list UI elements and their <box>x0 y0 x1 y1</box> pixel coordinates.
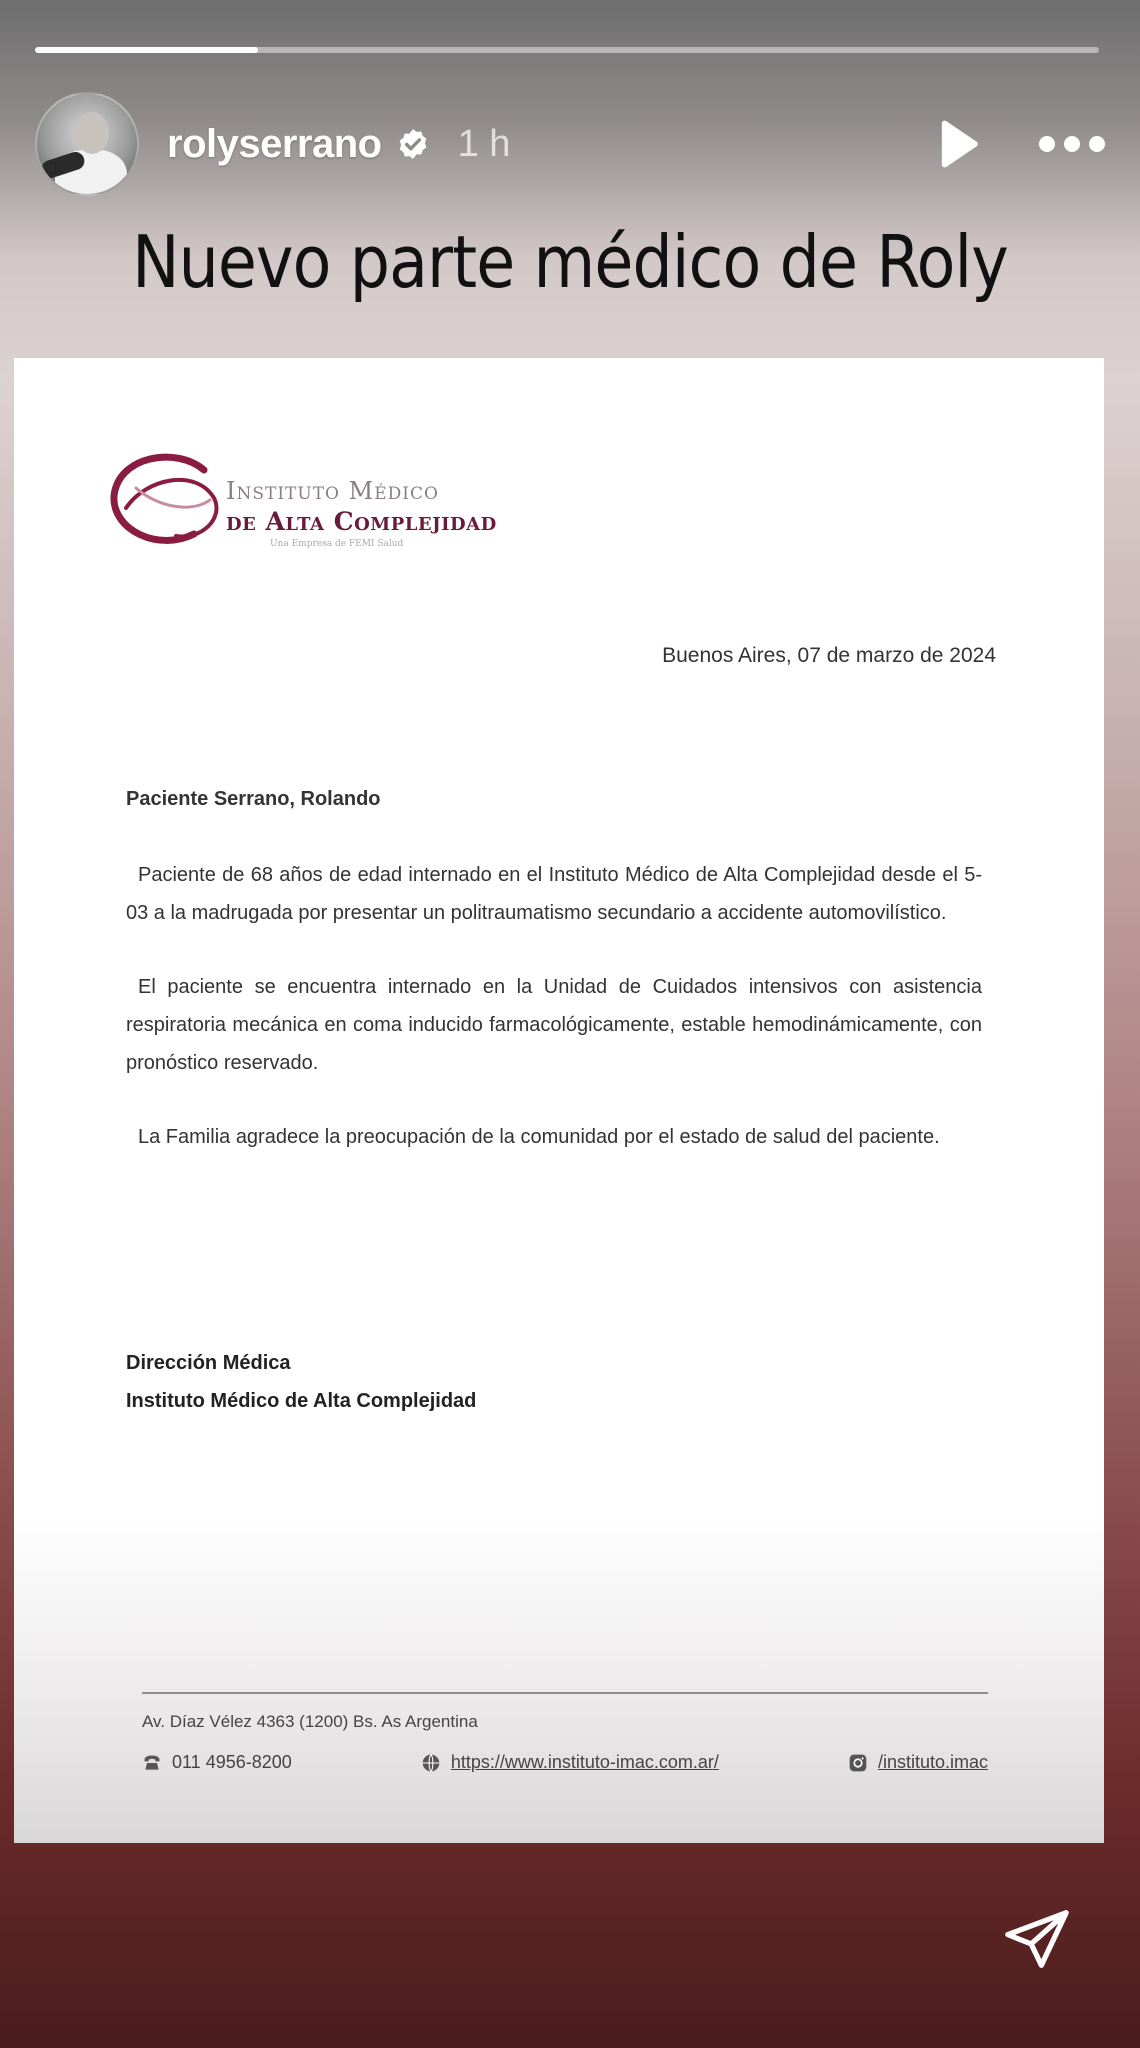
logo-line-2: de Alta Complejidad <box>226 507 497 536</box>
globe-icon <box>421 1753 441 1773</box>
story-progress-fill <box>35 47 258 53</box>
more-options-dot <box>1089 136 1105 152</box>
signature-line-2: Instituto Médico de Alta Complejidad <box>126 1390 477 1412</box>
story-progress-bar <box>35 47 1099 53</box>
logo-line-3: Una Empresa de FEMI Salud <box>270 539 404 550</box>
footer-phone-text: 011 4956-8200 <box>172 1752 292 1772</box>
signature-block <box>126 1344 476 1420</box>
signature-line-1: Dirección Médica <box>126 1352 291 1374</box>
logo-line-1: Instituto Médico <box>226 477 439 505</box>
footer-phone <box>142 1752 292 1773</box>
footer-instagram <box>848 1752 988 1773</box>
document-body <box>126 780 982 1192</box>
footer-divider <box>142 1692 988 1694</box>
more-options-button[interactable] <box>1039 132 1105 156</box>
footer-website <box>421 1752 719 1773</box>
instagram-icon <box>848 1753 868 1773</box>
document-date: Buenos Aires, 07 de marzo de 2024 <box>662 644 996 667</box>
medical-report-document <box>14 358 1104 1843</box>
time-ago: 1 h <box>457 122 511 165</box>
footer-address: Av. Díaz Vélez 4363 (1200) Bs. As Argentina <box>142 1712 478 1731</box>
send-icon[interactable] <box>1000 1904 1074 1974</box>
username[interactable]: rolyserrano <box>167 121 382 166</box>
verified-badge-icon <box>396 127 430 161</box>
play-icon[interactable] <box>931 118 983 170</box>
instagram-link[interactable]: /instituto.imac <box>877 1752 988 1772</box>
avatar[interactable] <box>35 92 139 196</box>
patient-name: Paciente Serrano, Rolando <box>126 788 381 810</box>
story-header <box>35 90 1105 198</box>
hospital-logo-text <box>226 476 497 551</box>
more-options-dot <box>1064 136 1080 152</box>
paragraph-2: El paciente se encuentra internado en la Unidad de Cuidados intensivos con asistencia respiratoria mecánica en coma inducido farmacológicamente, estable hemodinámicamente, con pronóstico reservado. <box>126 976 982 1074</box>
website-link[interactable]: https://www.instituto-imac.com.ar/ <box>450 1752 719 1772</box>
paragraph-1: Paciente de 68 años de edad internado en el Instituto Médico de Alta Complejidad desde el 5-03 a la madrugada por presentar un politraumatismo secundario a accidente automovilístico. <box>126 864 982 924</box>
paragraph-3: La Familia agradece la preocupación de la comunidad por el estado de salud del paciente. <box>138 1126 940 1148</box>
more-options-icon <box>1039 136 1055 152</box>
phone-icon <box>142 1753 162 1773</box>
footer-contacts <box>142 1752 988 1773</box>
story-caption: Nuevo parte médico de Roly <box>132 220 1008 304</box>
